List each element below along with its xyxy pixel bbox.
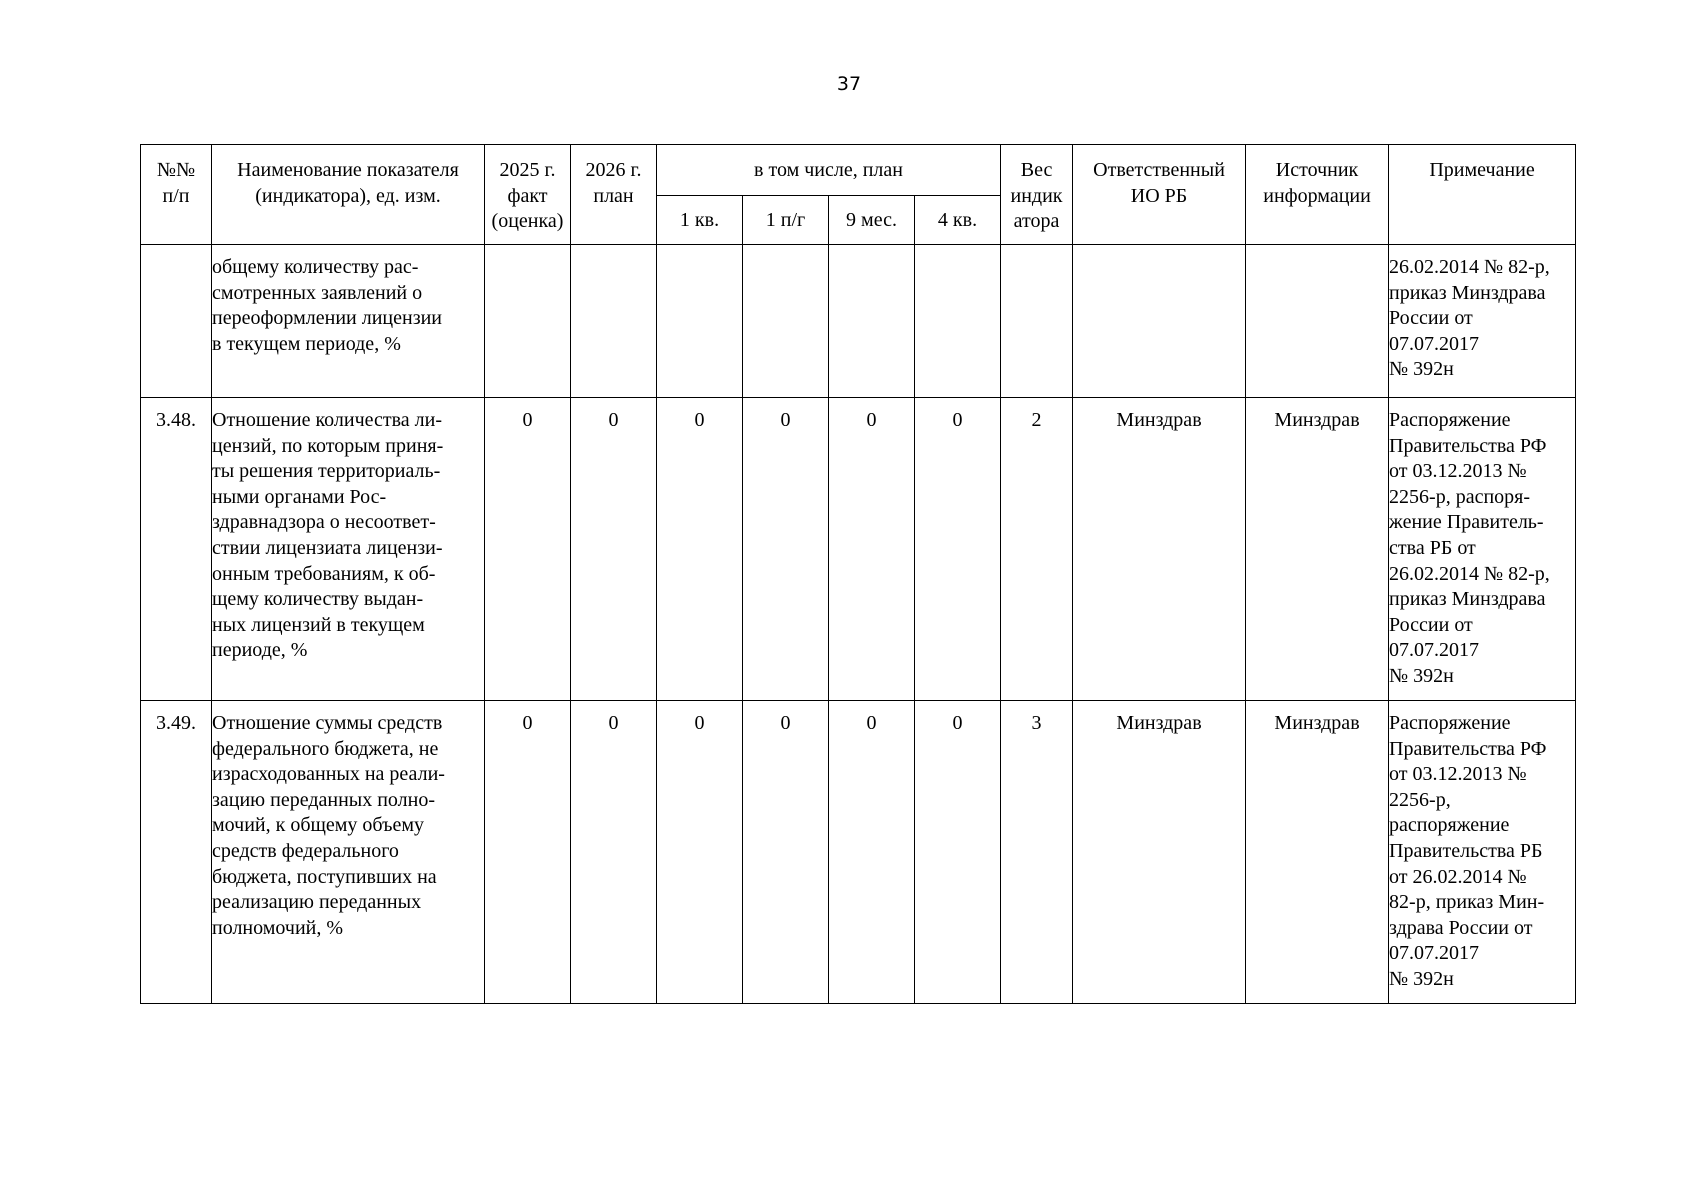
header-source: Источник информации bbox=[1246, 145, 1389, 245]
responsible: Минздрав bbox=[1073, 398, 1246, 701]
note: 26.02.2014 № 82-р, приказ Минздрава России от 07.07.2017 № 392н bbox=[1389, 245, 1576, 398]
table-row bbox=[141, 398, 1576, 701]
header-note: Примечание bbox=[1389, 145, 1576, 245]
header-2026: 2026 г. план bbox=[571, 145, 657, 245]
value-2025 bbox=[485, 245, 571, 398]
value-9m: 0 bbox=[829, 701, 915, 1004]
table-row bbox=[141, 701, 1576, 1004]
source: Минздрав bbox=[1246, 398, 1389, 701]
header-2025: 2025 г. факт (оценка) bbox=[485, 145, 571, 245]
header-9m: 9 мес. bbox=[829, 196, 915, 245]
value-h1: 0 bbox=[743, 398, 829, 701]
indicator-name: Отношение количества ли- цензий, по которым приня- ты решения территориаль- ными органами Рос- здравнадзора о несоответ- ствии лицензиата лицензи- онным требованиям, к об- щему количеству выдан- ных лицензий в текущем периоде, % bbox=[212, 398, 485, 701]
value-q4: 0 bbox=[915, 398, 1001, 701]
page-number: 37 bbox=[836, 73, 862, 95]
value-q4 bbox=[915, 245, 1001, 398]
header-name: Наименование показателя (индикатора), ед. изм. bbox=[212, 145, 485, 245]
value-2025: 0 bbox=[485, 701, 571, 1004]
value-h1: 0 bbox=[743, 701, 829, 1004]
value-q1: 0 bbox=[657, 701, 743, 1004]
value-weight: 2 bbox=[1001, 398, 1073, 701]
indicators-table bbox=[140, 144, 1576, 1004]
header-h1: 1 п/г bbox=[743, 196, 829, 245]
indicator-name: общему количеству рас- смотренных заявлений о переоформлении лицензии в текущем периоде, % bbox=[212, 245, 485, 398]
value-9m: 0 bbox=[829, 398, 915, 701]
header-responsible: Ответственный ИО РБ bbox=[1073, 145, 1246, 245]
table-row bbox=[141, 245, 1576, 398]
value-2026 bbox=[571, 245, 657, 398]
row-num: 3.49. bbox=[141, 701, 212, 1004]
responsible bbox=[1073, 245, 1246, 398]
row-num bbox=[141, 245, 212, 398]
source: Минздрав bbox=[1246, 701, 1389, 1004]
note: Распоряжение Правительства РФ от 03.12.2013 № 2256-р, распоряжение Правительства РБ от 26.02.2014 № 82-р, приказ Мин- здрава России от 07.07.2017 № 392н bbox=[1389, 701, 1576, 1004]
value-2025: 0 bbox=[485, 398, 571, 701]
header-weight: Вес индик атора bbox=[1001, 145, 1073, 245]
row-num: 3.48. bbox=[141, 398, 212, 701]
value-weight bbox=[1001, 245, 1073, 398]
responsible: Минздрав bbox=[1073, 701, 1246, 1004]
value-2026: 0 bbox=[571, 701, 657, 1004]
value-q1 bbox=[657, 245, 743, 398]
value-h1 bbox=[743, 245, 829, 398]
value-q1: 0 bbox=[657, 398, 743, 701]
header-q4: 4 кв. bbox=[915, 196, 1001, 245]
header-q1: 1 кв. bbox=[657, 196, 743, 245]
header-incl-plan: в том числе, план bbox=[657, 145, 1001, 196]
value-q4: 0 bbox=[915, 701, 1001, 1004]
header-num: №№ п/п bbox=[141, 145, 212, 245]
indicator-name: Отношение суммы средств федерального бюджета, не израсходованных на реали- зацию переданных полно- мочий, к общему объему средств федерального бюджета, поступивших на реализацию переданных полномочий, % bbox=[212, 701, 485, 1004]
note: Распоряжение Правительства РФ от 03.12.2013 № 2256-р, распоря- жение Правитель- ства РБ от 26.02.2014 № 82-р, приказ Минздрава России от 07.07.2017 № 392н bbox=[1389, 398, 1576, 701]
value-2026: 0 bbox=[571, 398, 657, 701]
source bbox=[1246, 245, 1389, 398]
value-9m bbox=[829, 245, 915, 398]
value-weight: 3 bbox=[1001, 701, 1073, 1004]
